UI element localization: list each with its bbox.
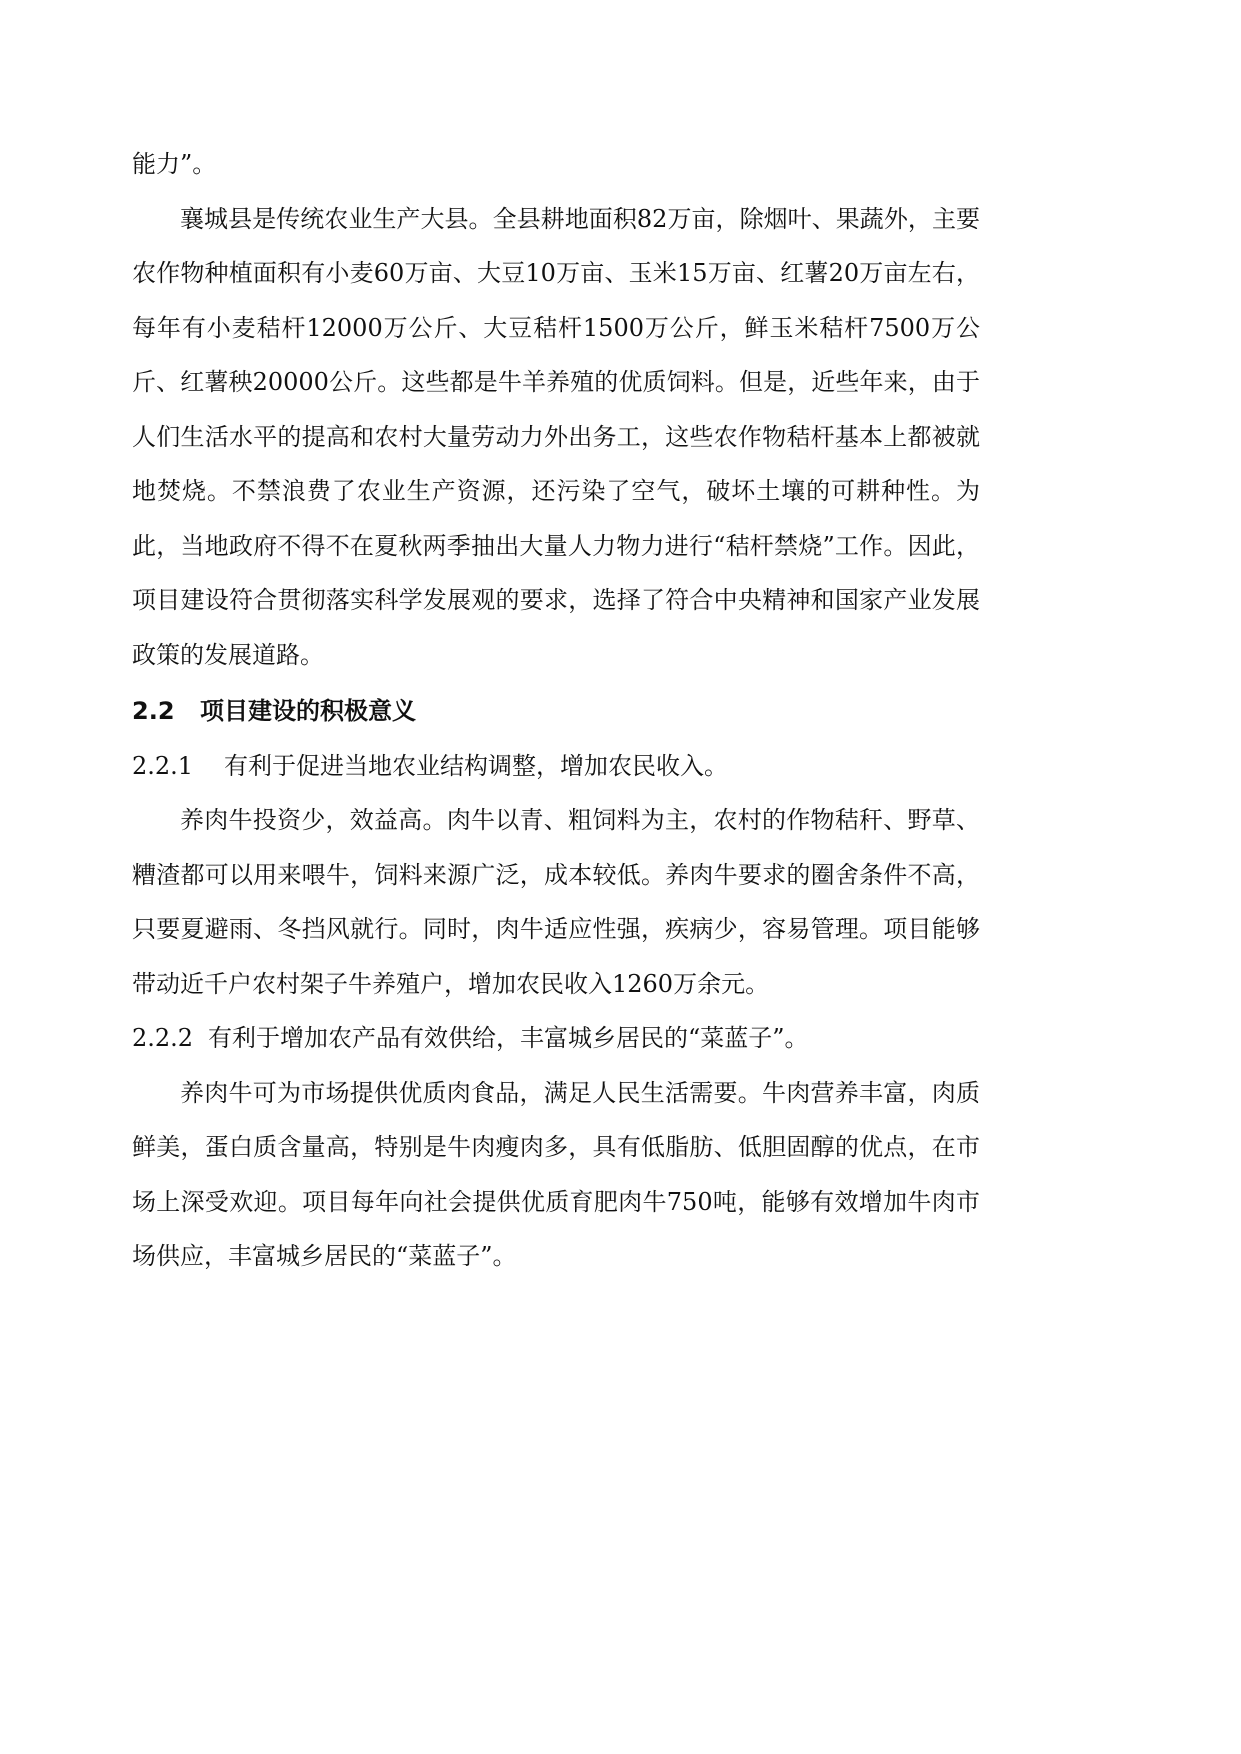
- document-body: [132, 137, 980, 1284]
- section-number: 2.2: [132, 697, 175, 725]
- subsection-heading-2-2-1: [132, 739, 980, 794]
- paragraph-beef-investment: 养肉牛投资少，效益高。肉牛以青、粗饲料为主，农村的作物秸秆、野草、糟渣都可以用来喂牛，饲料来源广泛，成本较低。养肉牛要求的圈舍条件不高，只要夏避雨、冬挡风就行。同时，肉牛适应性强，疾病少，容易管理。项目能够带动近千户农村架子牛养殖户，增加农民收入1260万余元。: [132, 806, 980, 998]
- subsection-number: 2.2.2: [132, 1024, 194, 1052]
- paragraph-continuation: 能力”。: [132, 150, 217, 178]
- subsection-heading-2-2-2: [132, 1011, 980, 1066]
- paragraph-beef-supply: 养肉牛可为市场提供优质肉食品，满足人民生活需要。牛肉营养丰富，肉质鲜美，蛋白质含量高，特别是牛肉瘦肉多，具有低脂肪、低胆固醇的优点，在市场上深受欢迎。项目每年向社会提供优质育肥肉牛750吨，能够有效增加牛肉市场供应，丰富城乡居民的“菜蓝子”。: [132, 1078, 980, 1270]
- paragraph-xiangcheng-agriculture: 襄城县是传统农业生产大县。全县耕地面积82万亩，除烟叶、果蔬外，主要农作物种植面积有小麦60万亩、大豆10万亩、玉米15万亩、红薯20万亩左右，每年有小麦秸杆12000万公斤、大豆秸杆1500万公斤，鲜玉米秸杆7500万公斤、红薯秧20000公斤。这些都是牛羊养殖的优质饲料。但是，近些年来，由于人们生活水平的提高和农村大量劳动力外出务工，这些农作物秸杆基本上都被就地焚烧。不禁浪费了农业生产资源，还污染了空气，破坏土壤的可耕种性。为此，当地政府不得不在夏秋两季抽出大量人力物力进行“秸杆禁烧”工作。因此，项目建设符合贯彻落实科学发展观的要求，选择了符合中央精神和国家产业发展政策的发展道路。: [132, 204, 980, 669]
- subsection-number: 2.2.1: [132, 751, 194, 780]
- section-title: 项目建设的积极意义: [200, 697, 416, 725]
- section-heading-2-2: [132, 684, 980, 739]
- subsection-title: 有利于增加农产品有效供给，丰富城乡居民的“菜蓝子”。: [208, 1024, 809, 1052]
- subsection-title: 有利于促进当地农业结构调整，增加农民收入。: [224, 751, 728, 780]
